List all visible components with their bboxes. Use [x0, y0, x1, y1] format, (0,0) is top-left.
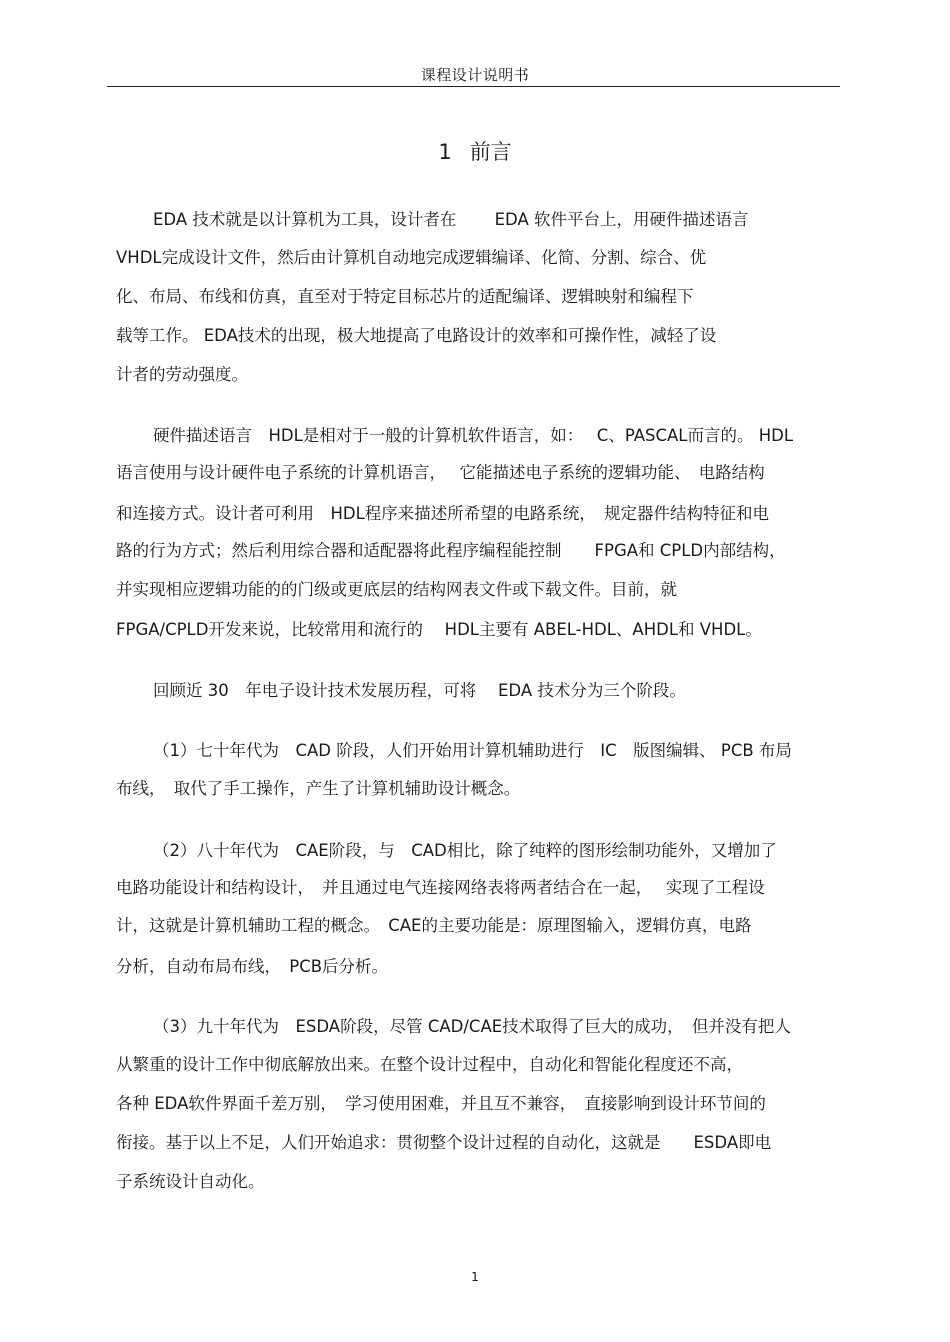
paragraph-line: 衔接。基于以上不足，人们开始追求：贯彻整个设计过程的自动化，这就是 ESDA即电 — [116, 1133, 772, 1152]
paragraph-line: 计，这就是计算机辅助工程的概念。 CAE的主要功能是：原理图输入，逻辑仿真，电路 — [116, 916, 752, 935]
section-title: 前言 — [469, 140, 512, 164]
paragraph-line: 布线， 取代了手工操作，产生了计算机辅助设计概念。 — [116, 779, 521, 798]
paragraph-line: 化、布局、布线和仿真，直至对于特定目标芯片的适配编译、逻辑映射和编程下 — [116, 287, 694, 306]
paragraph-line: 分析，自动布局布线， PCB后分析。 — [116, 957, 389, 976]
paragraph-line: 和连接方式。设计者可利用 HDL程序来描述所希望的电路系统， 规定器件结构特征和电 — [116, 504, 770, 523]
paragraph-line: 路的行为方式；然后利用综合器和适配器将此程序编程能控制 FPGA和 CPLD内部结构， — [116, 541, 786, 560]
paragraph-line: 回顾近 30 年电子设计技术发展历程，可将 EDA 技术分为三个阶段。 — [153, 681, 686, 700]
paragraph-line: （3）九十年代为 ESDA阶段，尽管 CAD/CAE技术取得了巨大的成功， 但并没有把人 — [153, 1017, 791, 1036]
paragraph-line: （2）八十年代为 CAE阶段，与 CAD相比，除了纯粹的图形绘制功能外，又增加了 — [153, 841, 777, 860]
header-title: 课程设计说明书 — [420, 66, 530, 84]
page-number: 1 — [471, 1270, 479, 1284]
paragraph-line: 各种 EDA软件界面千差万别， 学习使用困难，并且互不兼容， 直接影响到设计环节间的 — [116, 1094, 766, 1113]
paragraph-line: FPGA/CPLD开发来说，比较常用和流行的 HDL主要有 ABEL-HDL、AHDL和 VHDL。 — [116, 620, 762, 639]
section-heading — [0, 136, 950, 166]
section-number: 1 — [438, 140, 452, 164]
paragraph-line: 从繁重的设计工作中彻底解放出来。在整个设计过程中，自动化和智能化程度还不高， — [116, 1055, 743, 1074]
paragraph-line: VHDL完成设计文件，然后由计算机自动地完成逻辑编译、化简、分割、综合、优 — [116, 248, 707, 267]
paragraph-line: 电路功能设计和结构设计， 并且通过电气连接网络表将两者结合在一起， 实现了工程设 — [116, 878, 765, 897]
paragraph-line: （1）七十年代为 CAD 阶段，人们开始用计算机辅助进行 IC 版图编辑、 PCB 布局 — [153, 741, 792, 760]
paragraph-line: EDA 技术就是以计算机为工具，设计者在 EDA 软件平台上，用硬件描述语言 — [153, 210, 749, 229]
paragraph-line: 语言使用与设计硬件电子系统的计算机语言， 它能描述电子系统的逻辑功能、 电路结构 — [116, 463, 765, 482]
paragraph-line: 子系统设计自动化。 — [116, 1172, 265, 1191]
paragraph-line: 载等工作。 EDA技术的出现，极大地提高了电路设计的效率和可操作性，减轻了设 — [116, 326, 717, 345]
paragraph-line: 并实现相应逻辑功能的的门级或更底层的结构网表文件或下载文件。目前，就 — [116, 580, 677, 599]
paragraph-line: 硬件描述语言 HDL是相对于一般的计算机软件语言，如： C、PASCAL而言的。 HDL — [153, 426, 794, 445]
header-rule — [107, 86, 840, 87]
paragraph-line: 计者的劳动强度。 — [116, 365, 248, 384]
